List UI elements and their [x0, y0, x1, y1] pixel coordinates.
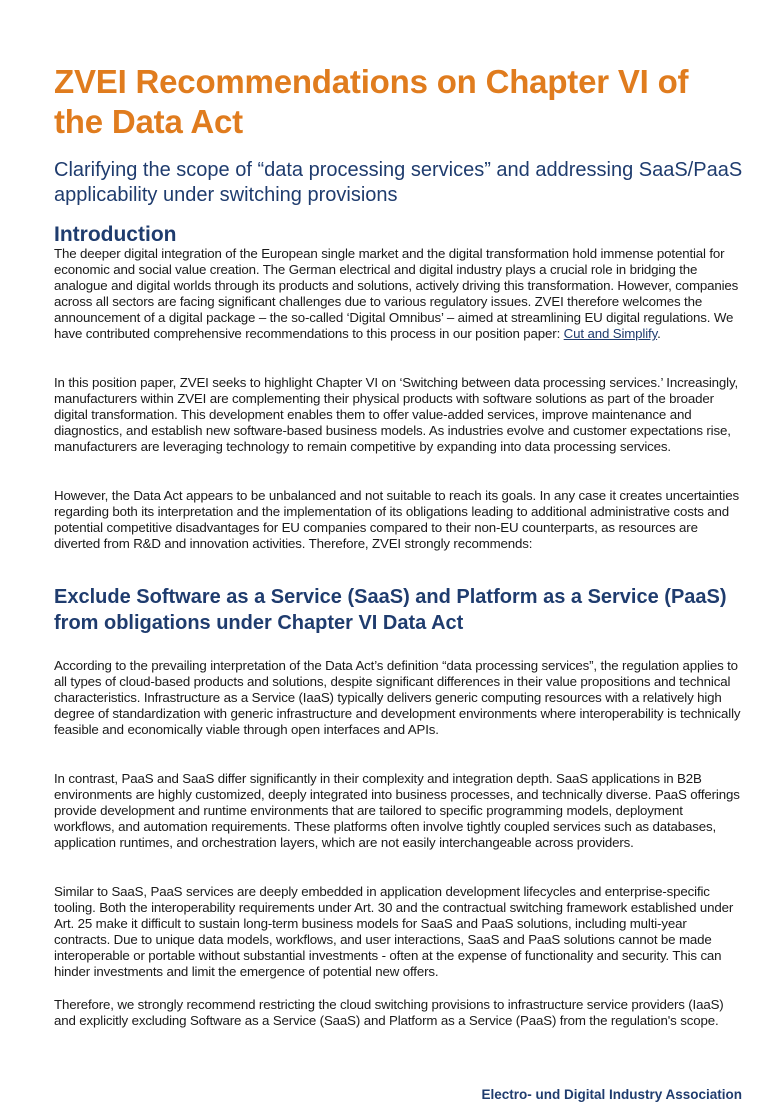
section-paragraph-1: According to the prevailing interpretation of the Data Act’s definition “data processing services”, the regulation applies to all types of cloud-based products and solutions, despite significant differences in their value propositions and technical characteristics. Infrastructure as a Service (IaaS) typically delivers generic computing resources with a relatively high degree of standardization with generic infrastructure and development environments where interoperability is technically feasible and economically viable through open interfaces and APIs. — [54, 658, 741, 738]
introduction-heading: Introduction — [54, 223, 177, 246]
section-paragraph-4: Therefore, we strongly recommend restricting the cloud switching provisions to infrastructure service providers (IaaS) and explicitly excluding Software as a Service (SaaS) and Platform as a Service (PaaS) from the regulation's scope. — [54, 997, 724, 1029]
cut-and-simplify-link[interactable]: Cut and Simplify — [563, 326, 658, 342]
section-heading-exclude-saas-paas: Exclude Software as a Service (SaaS) and Platform as a Service (PaaS) from obligations under Chapter VI Data Act — [54, 586, 727, 634]
introduction-paragraph-3: However, the Data Act appears to be unbalanced and not suitable to reach its goals. In any case it creates uncertainties regarding both its interpretation and the implementation of its obligations leading to additional administrative costs and potential competitive disadvantages for EU companies compared to their non-EU counterparts, as resources are diverted from R&D and innovation activities. Therefore, ZVEI strongly recommends: — [54, 488, 739, 552]
paragraph-suffix: . — [657, 326, 661, 342]
introduction-paragraph-1 — [54, 246, 744, 343]
introduction-paragraph-2: In this position paper, ZVEI seeks to highlight Chapter VI on ‘Switching between data processing services.’ Increasingly, manufacturers within ZVEI are complementing their physical products with software solutions as part of the broader digital transformation. This development enables them to offer value-added services, improve maintenance and diagnostics, and establish new software-based business models. As industries evolve and customer expectations rise, manufacturers are leveraging technology to remain competitive by expanding into data processing services. — [54, 375, 739, 455]
document-title: ZVEI Recommendations on Chapter VI of the Data Act — [54, 63, 689, 140]
footer-association-name: Electro- und Digital Industry Association — [481, 1087, 742, 1102]
section-paragraph-3: Similar to SaaS, PaaS services are deeply embedded in application development lifecycles and enterprise-specific tooling. Both the interoperability requirements under Art. 30 and the contractual switching framework established under Art. 25 make it difficult to sustain long-term business models for SaaS and PaaS solutions, including multi-year contracts. Due to unique data models, workflows, and user interactions, SaaS and PaaS solutions cannot be made interoperable or portable without substantial investments - often at the expense of functionality and security. This can hinder investments and limit the emergence of potential new offers. — [54, 884, 734, 980]
document-subtitle: Clarifying the scope of “data processing services” and addressing SaaS/PaaS applicability under switching provisions — [54, 159, 743, 206]
paragraph-text: The deeper digital integration of the European single market and the digital transformation hold immense potential for economic and social value creation. The German electrical and digital industry plays a crucial role in bridging the analogue and digital worlds through its products and solutions, actively driving this transformation. However, companies across all sectors are facing significant challenges due to various regulatory issues. ZVEI therefore welcomes the announcement of a digital package – the so-called ‘Digital Omnibus’ – aimed at streamlining EU digital regulations. We have contributed comprehensive recommendations to this process in our position paper: — [54, 246, 739, 342]
section-paragraph-2: In contrast, PaaS and SaaS differ significantly in their complexity and integration depth. SaaS applications in B2B environments are highly customized, deeply integrated into business processes, and technically diverse. PaaS offerings provide development and runtime environments that are tailored to specific programming models, deployment workflows, and automation requirements. These platforms often involve tightly coupled services such as databases, application runtimes, and orchestration layers, which are not easily interchangeable across providers. — [54, 771, 740, 851]
